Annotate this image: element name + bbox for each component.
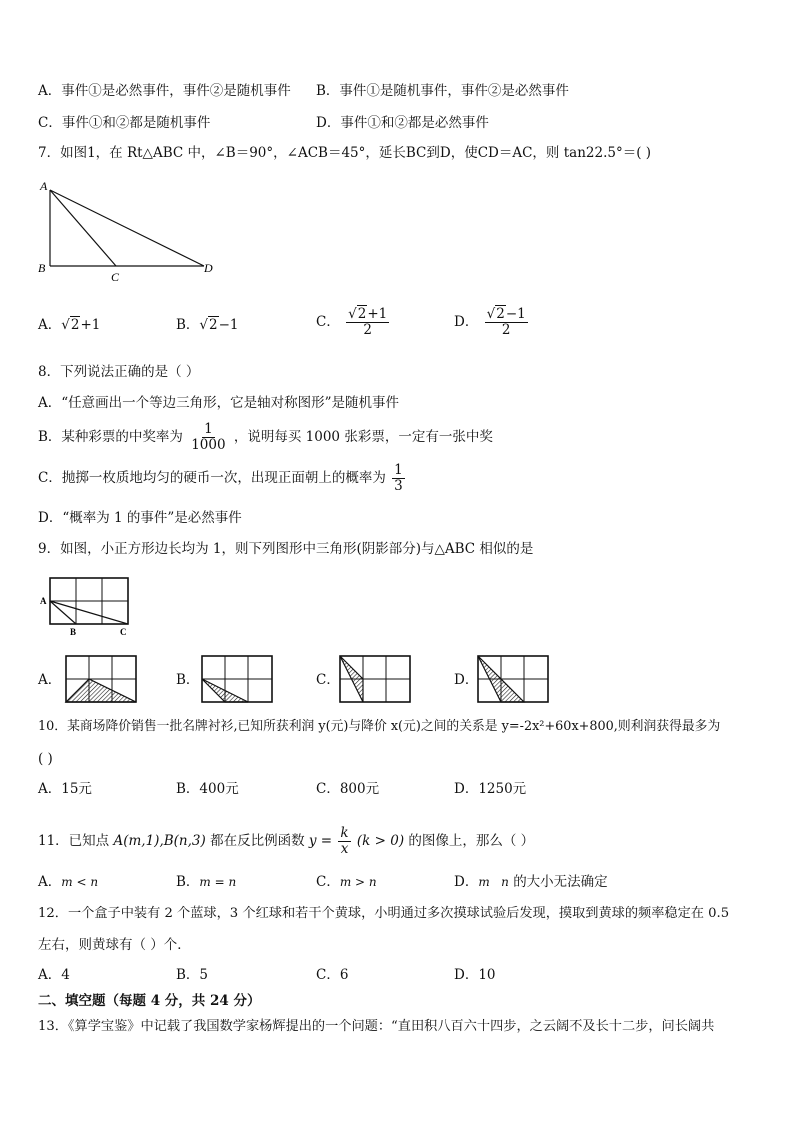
q7-label-c: C <box>111 270 120 284</box>
q10-option-a: A．15元 <box>38 781 92 797</box>
q11-stem-mid: 都在反比例函数 <box>210 833 305 849</box>
q7-option-a <box>38 316 100 334</box>
q6-option-c: C．事件①和②都是随机事件 <box>38 115 211 131</box>
q11-option-d-label: D． <box>454 874 479 890</box>
fraction-denominator: 3 <box>394 478 403 494</box>
q11-option-c <box>316 873 377 891</box>
q8-option-a: A．“任意画出一个等边三角形，它是轴对称图形”是随机事件 <box>38 395 400 411</box>
q9-reference-grid <box>38 574 134 638</box>
q10-option-d: D．1250元 <box>454 781 527 797</box>
fraction-denominator: x <box>340 841 349 857</box>
q7-label-a: A <box>40 179 48 193</box>
sqrt-symbol: √2 <box>199 317 218 333</box>
q11-option-d-suffix: 的大小无法确定 <box>513 874 608 890</box>
q8-option-d: D．“概率为 1 的事件”是必然事件 <box>38 510 242 526</box>
q7-option-b-suffix: −1 <box>218 317 239 333</box>
q7-figure <box>36 176 220 284</box>
q9-option-a-label: A． <box>38 672 62 688</box>
q12-line1: 12．一个盒子中装有 2 个蓝球，3 个红球和若干个黄球，小明通过多次摸球试验后发现，摸取到黄球的频率稳定在 0.5 <box>38 906 730 921</box>
q7-option-b-label: B． <box>176 317 200 333</box>
q11-option-b-label: B． <box>176 874 200 890</box>
q7-option-c-fraction <box>346 307 389 338</box>
q9-option-a-figure <box>64 654 138 706</box>
q9-option-b-label: B． <box>176 672 200 688</box>
q8-option-c-fraction <box>392 463 405 494</box>
q9-option-c-figure <box>338 654 412 706</box>
q11-func-condition: (k > 0) <box>356 833 405 849</box>
sqrt-symbol: √2 <box>486 306 505 322</box>
fraction-numerator <box>485 307 528 323</box>
q9-option-b-figure <box>200 654 274 706</box>
q6-option-a: A．事件①是必然事件，事件②是随机事件 <box>38 83 291 99</box>
q11-option-a-label: A． <box>38 874 62 890</box>
q12-option-d: D．10 <box>454 967 496 983</box>
q7-stem: 7．如图1，在 Rt△ABC 中，∠B＝90°，∠ACB＝45°，延长BC到D，使CD＝AC，则 tan22.5°＝( ) <box>38 145 652 161</box>
q7-option-d <box>454 307 530 338</box>
q11-option-d-expr: m n <box>478 875 509 889</box>
q9-label-a: A <box>40 596 47 606</box>
q7-option-d-fraction <box>485 307 528 338</box>
q10-option-c: C．800元 <box>316 781 380 797</box>
q11-option-c-label: C． <box>316 874 340 890</box>
q8-option-c <box>38 463 407 494</box>
q11-option-a <box>38 873 98 891</box>
q10-stem: 10．某商场降价销售一批名牌衬衫,已知所获利润 y(元)与降价 x(元)之间的关系是 y=-2x²+60x+800,则利润获得最多为 <box>38 719 721 734</box>
q7-option-c <box>316 307 391 338</box>
q12-option-a: A．4 <box>38 967 70 983</box>
q7-label-b: B <box>38 261 46 275</box>
q12-line2: 左右，则黄球有（ ）个． <box>38 937 191 953</box>
q7-option-d-num-suffix: −1 <box>505 306 526 322</box>
q11-stem-suffix: 的图像上，那么（ ） <box>408 833 535 849</box>
fraction-numerator: 1 <box>204 421 213 437</box>
q10-paren: ( ) <box>38 751 53 767</box>
q7-option-b <box>176 316 239 334</box>
q11-stem-prefix: 11．已知点 <box>38 833 110 849</box>
q7-option-b-radicand: 2 <box>209 317 218 333</box>
fraction-denominator: 2 <box>363 322 372 338</box>
q7-option-d-radicand: 2 <box>496 306 505 322</box>
q7-option-a-radicand: 2 <box>70 317 80 333</box>
q7-option-c-num-suffix: +1 <box>367 306 388 322</box>
q11-func-fraction <box>338 826 350 857</box>
q9-label-c: C <box>120 627 127 637</box>
q12-option-b: B．5 <box>176 967 209 983</box>
q9-option-d-figure <box>476 654 550 706</box>
fraction-denominator: 2 <box>501 322 511 338</box>
sqrt-symbol: √2 <box>61 317 80 333</box>
q7-option-d-label: D． <box>454 314 479 330</box>
fraction-numerator: 1 <box>394 462 403 478</box>
q9-option-d-label: D． <box>454 672 479 688</box>
q8-option-b <box>38 422 493 453</box>
q7-label-d: D <box>204 261 213 275</box>
q6-option-b: B．事件①是随机事件，事件②是必然事件 <box>316 83 569 99</box>
q7-option-c-radicand: 2 <box>357 306 367 322</box>
q9-stem: 9．如图，小正方形边长均为 1，则下列图形中三角形(阴影部分)与△ABC 相似的是 <box>38 541 534 557</box>
q11-option-b-expr: m = n <box>199 875 237 889</box>
fraction-numerator: k <box>340 825 349 841</box>
q11-option-c-expr: m > n <box>339 875 377 889</box>
q13-stem: 13．《算学宝鉴》中记载了我国数学家杨辉提出的一个问题：“直田积八百六十四步，之云阔不及长十二步，问长阔共 <box>38 1019 715 1034</box>
q7-option-c-label: C． <box>316 314 340 330</box>
q8-option-b-suffix: ，说明每买 1000 张彩票，一定有一张中奖 <box>233 429 493 445</box>
q8-stem: 8．下列说法正确的是（ ） <box>38 364 200 380</box>
q7-option-a-suffix: +1 <box>80 317 101 333</box>
q8-option-b-prefix: B．某种彩票的中奖率为 <box>38 429 183 445</box>
section-heading: 二、填空题（每题 4 分，共 24 分） <box>38 993 261 1009</box>
q9-option-c-label: C． <box>316 672 340 688</box>
q8-option-b-fraction <box>189 422 227 453</box>
q12-option-c: C．6 <box>316 967 349 983</box>
fraction-numerator <box>346 307 389 323</box>
q8-option-c-prefix: C．抛掷一枚质地均匀的硬币一次，出现正面朝上的概率为 <box>38 470 386 486</box>
q7-option-a-label: A． <box>38 317 62 333</box>
q9-label-b: B <box>70 627 77 637</box>
sqrt-symbol: √2 <box>348 306 367 322</box>
q11-stem <box>38 826 534 857</box>
q6-option-d: D．事件①和②都是必然事件 <box>316 115 489 131</box>
q11-option-b <box>176 873 236 891</box>
q10-option-b: B．400元 <box>176 781 239 797</box>
q11-points: A(m,1),B(n,3) <box>113 833 206 849</box>
fraction-denominator: 1000 <box>191 437 226 453</box>
q11-option-d <box>454 873 608 891</box>
q11-func-lhs: y = <box>308 833 333 849</box>
q11-option-a-expr: m < n <box>61 875 99 889</box>
